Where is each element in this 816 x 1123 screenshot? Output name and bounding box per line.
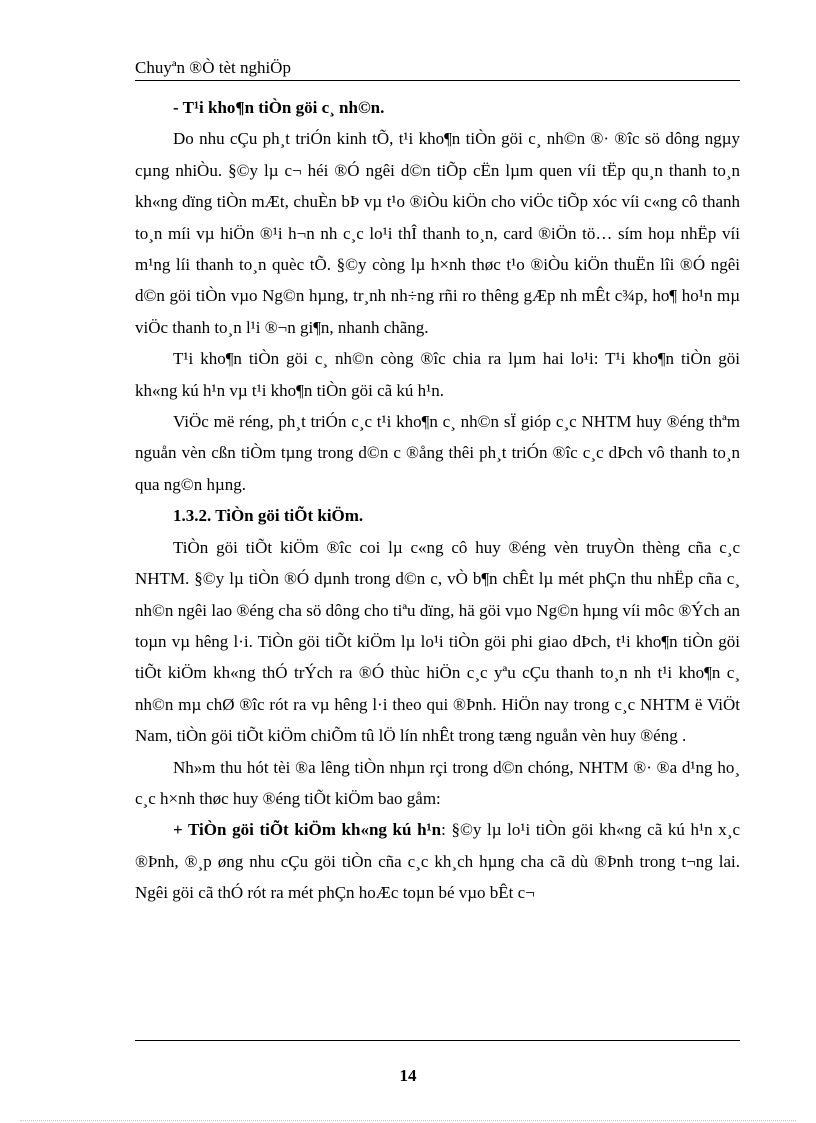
paragraph: Nh»m thu hót tèi ®a lêng tiÒn nhµn rçi trong d©n chóng, NHTM ®· ®a d¹ng ho¸ c¸c h×nh thøc huy ®éng tiÕt kiÖm bao gåm: — [135, 757, 740, 808]
page-border-dots — [20, 1120, 796, 1121]
paragraph: TiÒn göi tiÕt kiÖm ®îc coi lµ c«ng cô huy ®éng vèn truyÒn thèng cña c¸c NHTM. §©y lµ tiÒn ®Ó dµnh trong d©n c, vÒ b¶n chÊt lµ mét phÇn thu nhËp cña c¸ nh©n ngêi lao ®éng cha sö dông cho tiªu dïng, hä göi vµo Ng©n hµng víi môc ®Ých an toµn vµ hêng l·i. TiÒn göi tiÕt kiÖm lµ lo¹i tiÒn göi phi giao dÞch, t¹i kho¶n tiÒn göi tiÕt kiÖm kh«ng thÓ trÝch ra ®Ó thùc hiÖn c¸c yªu cÇu thanh to¸n nh t¹i kho¶n c¸ nh©n mµ chØ ®îc rót ra vµ hêng l·i theo qui ®Þnh. HiÖn nay trong c¸c NHTM ë ViÖt Nam, tiÒn göi tiÕt kiÖm chiÕm tû lÖ lín nhÊt trong tæng nguån vèn huy ®éng . — [135, 537, 740, 746]
paragraph-lead: + TiÒn göi tiÕt kiÖm kh«ng kú h¹n — [173, 820, 442, 840]
header-rule — [135, 80, 740, 81]
paragraph: T¹i kho¶n tiÒn göi c¸ nh©n còng ®îc chia ra lµm hai lo¹i: T¹i kho¶n tiÒn göi kh«ng kú h¹n vµ t¹i kho¶n tiÒn göi cã kú h¹n. — [135, 349, 740, 400]
section-heading: 1.3.2. TiÒn göi tiÕt kiÖm. — [173, 506, 364, 526]
paragraph: Do nhu cÇu ph¸t triÓn kinh tÕ, t¹i kho¶n tiÒn göi c¸ nh©n ®· ®îc sö dông ngµy cµng nhiÒu. §©y lµ c¬ héi ®Ó ngêi d©n tiÕp cËn lµm quen víi tËp qu¸n thanh to¸n kh«ng dïng tiÒn mÆt, chuÈn bÞ vµ t¹o ®iÒu kiÖn cho viÖc tiÕp xóc víi c«ng cô thanh to¸n míi vµ hiÖn ®¹i h¬n nh c¸c lo¹i thÎ thanh to¸n, card ®iÖn tö… sím hoµ nhËp víi m¹ng líi thanh to¸n quèc tÕ. §©y còng lµ h×nh thøc t¹o ®iÒu kiÖn thuËn lîi ®Ó ngêi d©n göi tiÒn vµo Ng©n hµng, tr¸nh nh÷ng rñi ro thêng gÆp nh mÊt c¾p, ho¶ ho¹n mµ viÖc thanh to¸n l¹i ®¬n gi¶n, nhanh chãng. — [135, 129, 740, 337]
footer-rule — [135, 1040, 740, 1041]
running-header: Chuyªn ®Ò tèt nghiÖp — [135, 58, 291, 77]
paragraph — [135, 814, 740, 908]
paragraph-text: : §©y lµ lo¹i tiÒn göi kh«ng cã kú h¹n x¸c ®Þnh, ®¸p øng nhu cÇu göi tiÒn cña c¸c kh¸ch hµng cha cã dù ®Þnh trong t¬ng lai. Ngêi göi cã thÓ rót ra mét phÇn hoÆc toµn bé vµo bÊt c¬ — [135, 820, 740, 903]
subsection-heading: - T¹i kho¶n tiÒn göi c¸ nh©n. — [173, 98, 385, 117]
paragraph: ViÖc më réng, ph¸t triÓn c¸c t¹i kho¶n c¸ nh©n sÏ gióp c¸c NHTM huy ®éng thªm nguån vèn cßn tiÒm tµng trong d©n c ®ång thêi ph¸t triÓn ®îc c¸c dÞch vô thanh to¸n qua ng©n hµng. — [135, 412, 740, 494]
page-number: 14 — [399, 1066, 417, 1085]
document-body — [135, 92, 740, 909]
